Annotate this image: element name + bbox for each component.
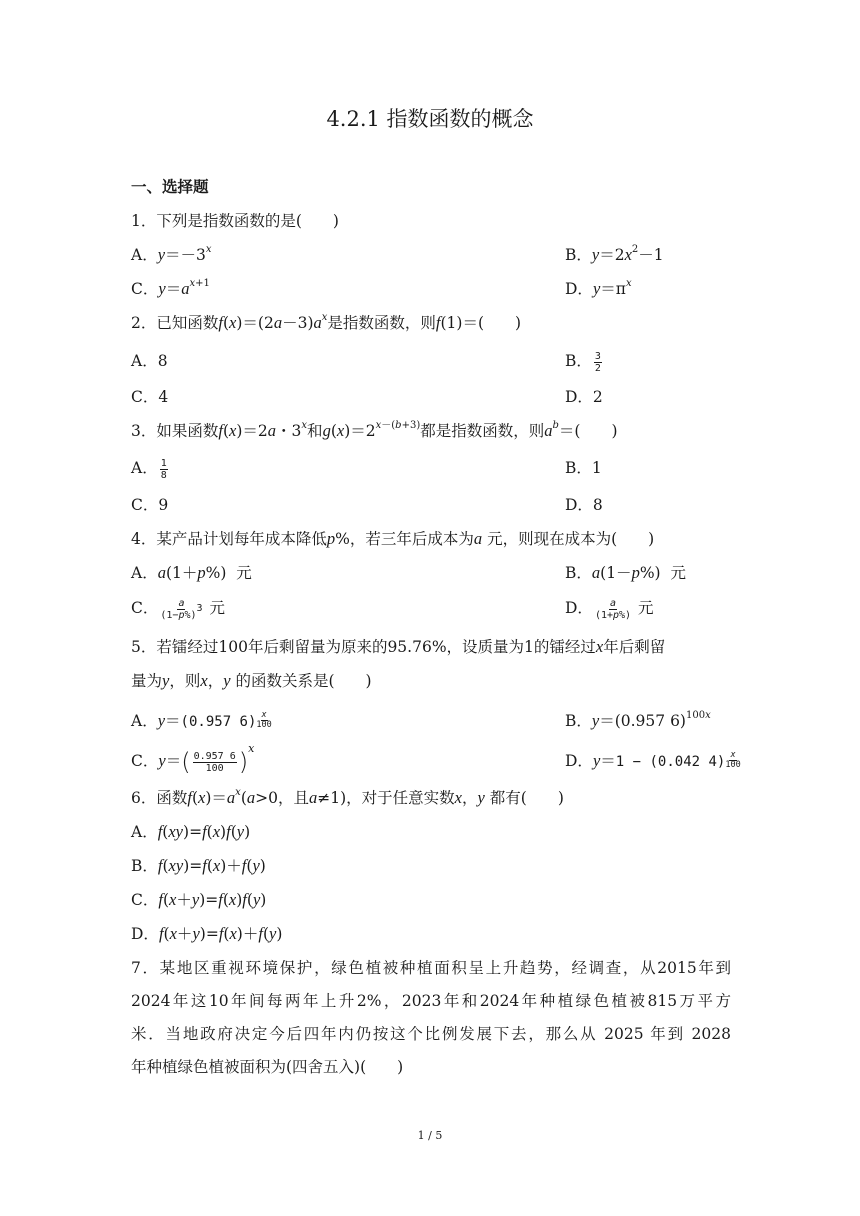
q6-option-d: D．f(x＋y)=f(x)＋f(y)	[131, 924, 283, 943]
page-title: 4.2.1 指数函数的概念	[326, 107, 534, 131]
question-5-line-2: 量为y，则x，y 的函数关系是( )	[131, 671, 372, 690]
q3-option-a: A． $\frac{1}{8}$	[131, 457, 167, 481]
q3-option-d: D．8	[565, 496, 603, 514]
q2-option-b: B． $\frac{3}{2}$	[565, 350, 601, 374]
q3-options-ab	[131, 457, 731, 481]
q1-option-a: A．$y=-3^x$	[131, 243, 212, 264]
question-7-line-1: 7．某地区重视环境保护，绿色植被种植面积呈上升趋势，经调查，从2015年到	[131, 959, 731, 977]
q4-option-b: B．a(1－p%) 元	[565, 563, 686, 582]
q3-option-b: B．1	[565, 459, 602, 477]
question-1: 1．下列是指数函数的是( )	[131, 212, 339, 230]
q2-option-c: C．4	[131, 388, 169, 406]
q2-option-d: D．2	[565, 388, 603, 406]
q6-option-c: C．f(x＋y)=f(x)f(y)	[131, 890, 267, 909]
question-5-line-1: 5．若镭经过100年后剩留量为原来的95.76%，设质量为1的镭经过x年后剩留	[131, 637, 666, 656]
q1-option-d: D．$y=\pi^x$	[565, 277, 632, 298]
section-heading: 一、选择题	[131, 178, 209, 196]
q2-options-ab	[131, 350, 731, 372]
question-7-line-3: 米．当地政府决定今后四年内仍按这个比例发展下去，那么从 2025 年到 2028	[131, 1025, 731, 1043]
q5-options-cd	[131, 741, 741, 776]
question-3: 3．如果函数f(x)＝2a・3$^x$和$g(x)=2^{x-(b+3)}$都是指数函数，则$a^b=$( )	[131, 419, 618, 440]
q6-option-b: B．f(xy)=f(x)＋f(y)	[131, 856, 266, 875]
q3-options-cd	[131, 494, 731, 516]
q5-options-ab	[131, 710, 731, 733]
q6-option-a: A．f(xy)=f(x)f(y)	[131, 822, 251, 841]
question-4: 4．某产品计划每年成本降低p%，若三年后成本为a 元，则现在成本为( )	[131, 529, 655, 548]
q4-option-a: A．a(1＋p%) 元	[131, 563, 252, 582]
q4-option-c: C． $\frac{a}{(1-p\%)^3}$ 元	[131, 597, 225, 621]
q4-option-d: D． $\frac{a}{(1+p\%)}$ 元	[565, 597, 654, 621]
q2-option-a: A．8	[131, 352, 168, 370]
q5-option-b: B．y＝(0.957 6)$^{100x}$	[565, 709, 711, 730]
q1-option-c: C．$y=a^{x+1}$	[131, 277, 210, 298]
q5-option-a: A．y＝(0.957 6) $\frac{x}{100}$	[131, 710, 272, 730]
question-7-line-4: 年种植绿色植被面积为(四舍五入)( )	[131, 1058, 404, 1076]
q1-options-ab	[131, 244, 731, 266]
question-2: 2．已知函数$f(x)=(2a-3)a^x$是指数函数，则f(1)＝( )	[131, 311, 522, 332]
question-6: 6．函数$f(x)=a^x(a>0$，且a≠1)，对于任意实数x，y 都有( )	[131, 786, 564, 807]
q1-options-cd	[131, 278, 731, 300]
q4-options-cd	[131, 597, 731, 621]
question-7-line-2: 2024年这10年间每两年上升2%，2023年和2024年种植绿色植被815万平方	[131, 992, 731, 1010]
q5-option-c: C．y＝( $\frac{0.957 6}{100}$ )$^x$	[131, 741, 255, 776]
q5-option-d: D．y＝1 − (0.042 4) $\frac{x}{100}$	[565, 750, 741, 770]
q3-option-c: C．9	[131, 496, 169, 514]
q4-options-ab	[131, 562, 731, 584]
q1-option-b: B．$y=2x^2-1$	[565, 243, 664, 264]
page-number: 1 / 5	[417, 1129, 443, 1142]
q2-options-cd	[131, 386, 731, 408]
